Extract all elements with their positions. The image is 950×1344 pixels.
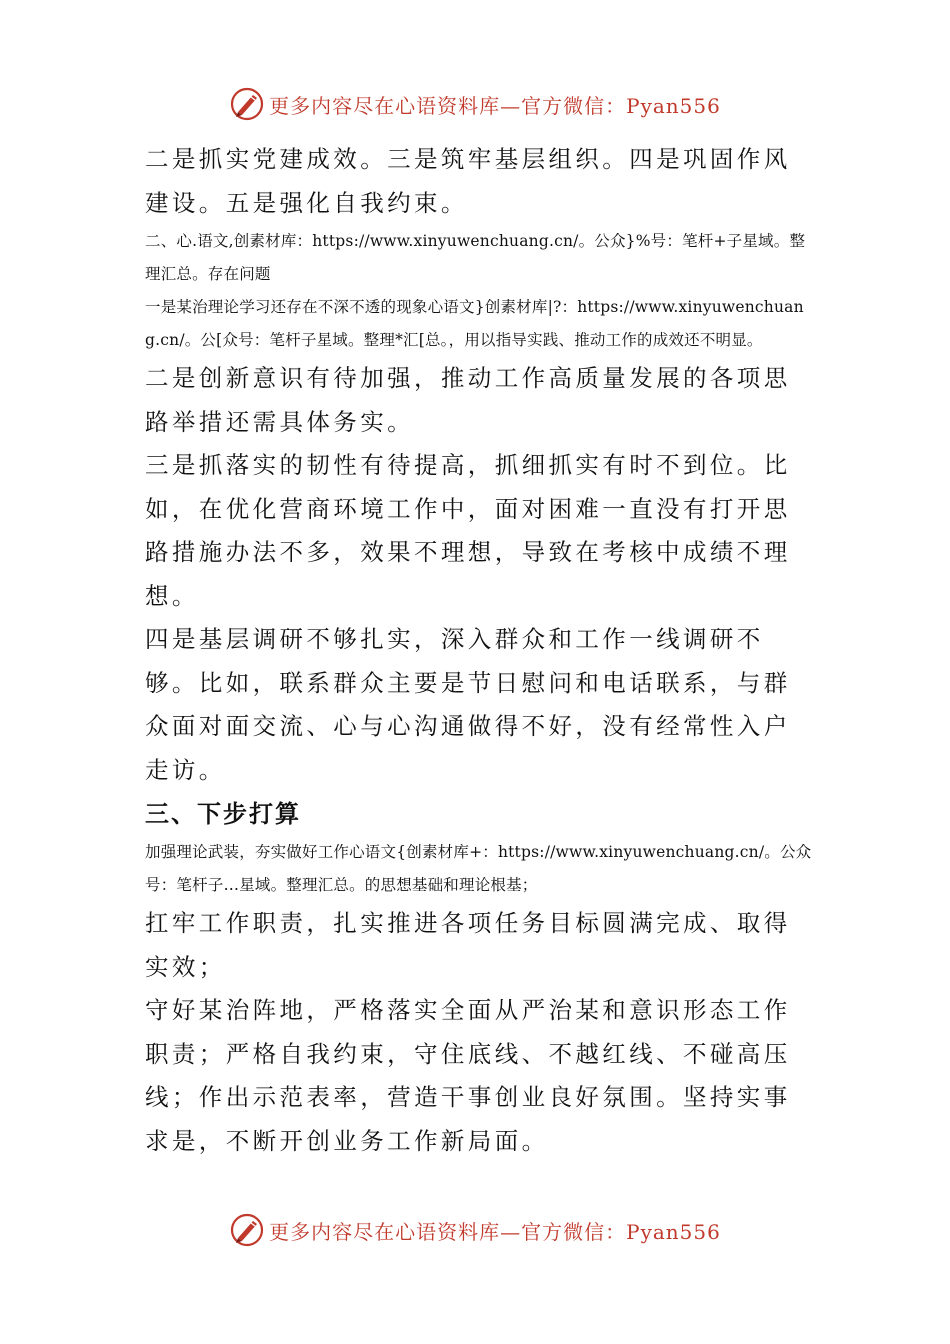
pen-logo-icon xyxy=(229,1212,265,1248)
paragraph: 二是抓实党建成效。三是筑牢基层组织。四是巩固作风建设。五是强化自我约束。 xyxy=(145,145,791,217)
document-body xyxy=(145,138,815,1163)
watermark-text: 更多内容尽在心语资料库—官方微信：Pyan556 xyxy=(269,93,721,118)
section-heading: 三、下步打算 xyxy=(145,800,301,828)
paragraph: 一是某治理论学习还存在不深不透的现象心语文}创素材库|?：https://www.xinyuwenchuang.cn/。公[众号：笔杆子星域。整理*汇[总。，用以指导实践、推动工作的成效还不明显。 xyxy=(145,298,804,349)
paragraph: 守好某治阵地，严格落实全面从严治某和意识形态工作职责；严格自我约束，守住底线、不越红线、不碰高压线；作出示范表率，营造干事创业良好氛围。坚持实事求是，不断开创业务工作新局面。 xyxy=(145,996,791,1155)
watermark-text: 更多内容尽在心语资料库—官方微信：Pyan556 xyxy=(269,1219,721,1244)
pen-logo-icon xyxy=(229,86,265,122)
footer-watermark-banner xyxy=(0,1208,950,1252)
header-watermark-banner xyxy=(0,82,950,126)
paragraph: 三是抓落实的韧性有待提高，抓细抓实有时不到位。比如，在优化营商环境工作中，面对困难一直没有打开思路措施办法不多，效果不理想，导致在考核中成绩不理想。 xyxy=(145,451,791,610)
paragraph: 四是基层调研不够扎实，深入群众和工作一线调研不够。比如，联系群众主要是节日慰问和电话联系，与群众面对面交流、心与心沟通做得不好，没有经常性入户走访。 xyxy=(145,625,791,784)
paragraph: 二是创新意识有待加强，推动工作高质量发展的各项思路举措还需具体务实。 xyxy=(145,364,791,436)
paragraph: 扛牢工作职责，扎实推进各项任务目标圆满完成、取得实效； xyxy=(145,909,791,981)
paragraph: 二、心.语文,创素材库：https://www.xinyuwenchuang.cn/。公众}%号：笔杆+子星域。整理汇总。存在问题 xyxy=(145,232,806,283)
paragraph: 加强理论武装，夯实做好工作心语文{创素材库+：https://www.xinyuwenchuang.cn/。公众号：笔杆子…星域。整理汇总。的思想基础和理论根基； xyxy=(145,843,812,894)
